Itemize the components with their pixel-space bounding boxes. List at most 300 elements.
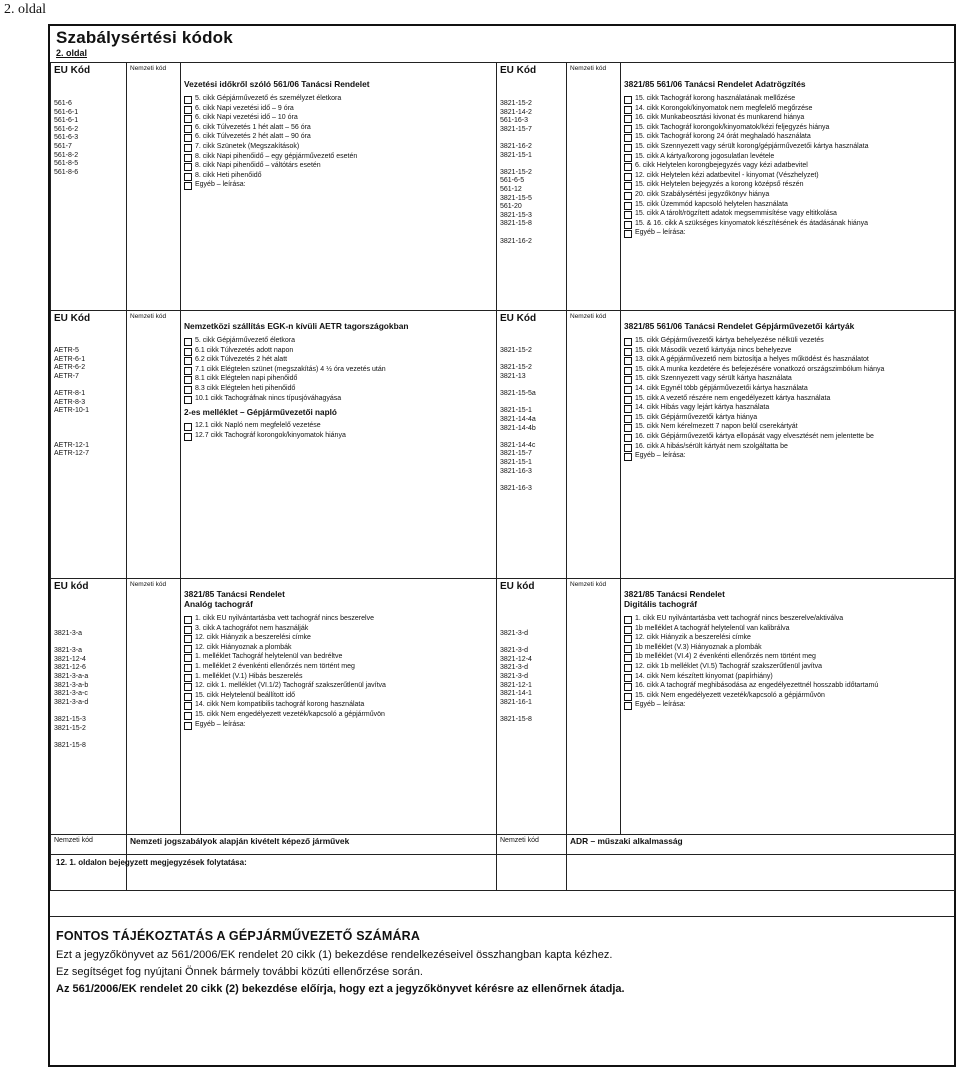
checkbox[interactable]	[624, 154, 632, 162]
checkbox-list	[624, 337, 951, 461]
checkbox[interactable]	[184, 338, 192, 346]
eu-code	[54, 382, 123, 391]
checkbox[interactable]	[184, 125, 192, 133]
violation-label: 15. cikk Szennyezett vagy sérült korong/gépjárművezetői kártya használata	[635, 142, 869, 150]
violation-label: 6. cikk Napi vezetési idő – 10 óra	[195, 114, 298, 122]
eu-code-col: EU Kód 3821-15-2 3821-15-2 3821-13 3821-15-5a 3821-15-1 3821-14-4a 3821-14-4b 3821-14-4c 3821-15-7 3821-15-1 3821-16-3 3821-16-3	[497, 311, 567, 579]
violation-item	[184, 95, 493, 104]
violation-label: 1. cikk EU nyilvántartásba vett tachográf nincs beszerelve/aktiválva	[635, 615, 844, 622]
eu-code: 3821-12-4	[54, 655, 86, 663]
violation-item	[184, 422, 493, 431]
eu-code: 3821-15-5	[500, 194, 532, 202]
checkbox[interactable]	[184, 664, 192, 672]
eu-code: 3821-15-8	[500, 220, 532, 228]
checkbox[interactable]	[624, 415, 632, 423]
violation-item	[184, 721, 493, 730]
violation-item	[184, 114, 493, 123]
violation-item	[624, 229, 951, 238]
violation-item	[624, 682, 951, 691]
checkbox[interactable]	[184, 96, 192, 104]
violation-label: 15. cikk Tachográf korong használatának mellőzése	[635, 95, 796, 102]
violation-label: 7.1 cikk Elégtelen szünet (megszakítás) 4 ½ óra vezetés után	[195, 365, 386, 373]
checkbox[interactable]	[624, 616, 632, 624]
page-label: 2. oldal	[4, 2, 46, 17]
national-code-col: Nemzeti kód	[127, 63, 181, 311]
checkbox[interactable]	[624, 338, 632, 346]
eu-code: 3821-15-5a	[500, 390, 536, 398]
eu-code	[500, 330, 563, 339]
eu-code	[54, 425, 123, 434]
checkbox[interactable]	[184, 433, 192, 441]
violation-item	[624, 133, 951, 142]
checkbox[interactable]	[624, 182, 632, 190]
violation-label: 6. cikk Túlvezetés 1 hét alatt – 56 óra	[195, 123, 311, 131]
checkbox[interactable]	[624, 635, 632, 643]
checkbox[interactable]	[624, 674, 632, 682]
violation-label: 15. cikk Gépjárművezetői kártya behelyezése nélküli vezetés	[635, 337, 824, 344]
violation-item	[624, 615, 951, 624]
violation-label: 15. & 16. cikk A szükséges kinyomatok készítésének és átadásának hiánya	[635, 219, 869, 227]
checkbox-list	[184, 422, 493, 441]
violation-label: 12. cikk Hiányzik a beszerelési címke	[635, 634, 751, 642]
eu-code: 3821-14-4a	[500, 415, 536, 423]
violation-item	[184, 133, 493, 142]
driver-info-box	[50, 916, 954, 1067]
checkbox[interactable]	[184, 376, 192, 384]
eu-code: 3821-15-1	[500, 151, 532, 159]
checkbox[interactable]	[624, 664, 632, 672]
checkbox[interactable]	[624, 221, 632, 229]
violation-label: 8. cikk Napi pihenőidő – egy gépjárművezető esetén	[195, 152, 358, 160]
violation-label: 5. cikk Gépjárművezető életkora	[195, 337, 295, 344]
violation-label: 15. cikk Üzemmód kapcsoló helytelen használata	[635, 200, 788, 208]
eu-code: 561-7	[54, 142, 72, 150]
violation-item	[624, 162, 951, 171]
checkbox[interactable]	[184, 396, 192, 404]
digital-tachograph-items	[621, 579, 955, 835]
eu-code: 3821-12-1	[500, 681, 532, 689]
violation-item	[624, 692, 951, 701]
section-title: 3821/85 561/06 Tanácsi Rendelet Adatrögzítés	[624, 79, 806, 89]
checkbox[interactable]	[184, 115, 192, 123]
checkbox[interactable]	[184, 683, 192, 691]
checkbox[interactable]	[184, 693, 192, 701]
eu-code: AETR-8-3	[54, 398, 86, 406]
form-subtitle: 2. oldal	[56, 48, 88, 58]
eu-code: 3821-15-2	[500, 168, 532, 176]
checkbox[interactable]	[624, 115, 632, 123]
violation-label: 6.2 cikk Túlvezetés 2 hét alatt	[195, 356, 288, 364]
violation-item	[184, 615, 493, 624]
violation-label: 15. cikk A kártya/korong jogosulatlan levétele	[635, 152, 775, 160]
eu-code-col: EU Kód 561-6 561-6-1 561-6-1 561-6-2 561-6-3 561-7 561-8-2 561-8-5 561-8-6	[51, 63, 127, 311]
eu-code: 3821-3-a	[54, 647, 83, 655]
codes-grid	[50, 62, 955, 891]
eu-code: 3821-3-a	[54, 630, 83, 637]
checkbox[interactable]	[624, 106, 632, 114]
checkbox[interactable]	[184, 348, 192, 356]
checkbox[interactable]	[184, 712, 192, 720]
violation-label: 14. cikk Hibás vagy lejárt kártya használata	[635, 404, 770, 412]
violation-item	[184, 385, 493, 394]
violation-item	[184, 124, 493, 133]
violation-item	[184, 625, 493, 634]
violation-label: 6. cikk Helytelen korongbejegyzés vagy kézi adatbevitel	[635, 162, 808, 170]
form-title: Szabálysértési kódok	[56, 28, 233, 47]
violation-item	[624, 210, 951, 219]
eu-code: 3821-12-4	[500, 655, 532, 663]
checkbox[interactable]	[184, 367, 192, 375]
violation-item	[624, 220, 951, 229]
section-title: Vezetési időkről szóló 561/06 Tanácsi Rendelet	[184, 79, 370, 89]
eu-code: 561-8-6	[54, 168, 79, 176]
section-subheading: 2-es melléklet – Gépjárművezetői napló	[184, 407, 337, 417]
violation-item	[184, 337, 493, 346]
violation-item	[184, 162, 493, 171]
violation-label: 1. melléklet 2 évenkénti ellenőrzés nem történt meg	[195, 662, 355, 670]
violation-label: 14. cikk Korongok/kinyomatok nem megfelelő megőrzése	[635, 104, 813, 112]
eu-code: 561-6-5	[500, 177, 525, 185]
eu-code: 3821-15-8	[500, 715, 532, 723]
violation-item	[624, 395, 951, 404]
checkbox[interactable]	[184, 645, 192, 653]
eu-code	[54, 416, 123, 425]
eu-code	[500, 382, 563, 391]
violation-item	[184, 347, 493, 356]
violation-item	[184, 143, 493, 152]
checkbox[interactable]	[184, 654, 192, 662]
checkbox[interactable]	[624, 654, 632, 662]
checkbox[interactable]	[624, 96, 632, 104]
section-title: Nemzetközi szállítás EGK-n kívüli AETR tagországokban	[184, 321, 409, 331]
violation-label: 15. cikk Gépjárművezetői kártya hiánya	[635, 413, 758, 421]
violation-label: 15. cikk Nem engedélyezett vezeték/kapcsoló a gépjárművön	[195, 710, 385, 718]
eu-code: 3821-15-1	[500, 458, 532, 466]
violation-label: 12. cikk 1b melléklet (VI.5) Tachográf szakszerűtlenül javítva	[635, 662, 823, 670]
eu-code: 561-12	[500, 185, 522, 193]
eu-code: 3821-14-4c	[500, 441, 536, 449]
eu-code: AETR-6-2	[54, 364, 86, 372]
checkbox-list	[184, 615, 493, 730]
national-code-col: Nemzeti kód	[567, 579, 621, 835]
eu-code	[500, 160, 563, 169]
violation-item	[624, 181, 951, 190]
remarks-continuation: 12. 1. oldalon bejegyzett megjegyzések folytatása:	[50, 854, 954, 916]
violation-item	[184, 395, 493, 404]
violation-label: Egyéb – leírása:	[195, 720, 246, 728]
violation-codes-form	[48, 24, 956, 1067]
checkbox[interactable]	[184, 674, 192, 682]
eu-code-list	[500, 100, 563, 246]
violation-label: Egyéb – leírása:	[635, 452, 686, 460]
violation-label: 15. cikk Helytelenül beállított idő	[195, 691, 295, 699]
info-line-1: Ezt a jegyzőkönyvet az 561/2006/EK rendelet 20 cikk (1) bekezdése rendelkezéseivel összhangban kapta kézhez.	[56, 949, 613, 961]
checkbox[interactable]	[184, 106, 192, 114]
checkbox[interactable]	[184, 134, 192, 142]
eu-code: AETR-7	[54, 372, 79, 380]
violation-item	[624, 366, 951, 375]
violation-label: 16. cikk A hibás/sérült kártyát nem szolgáltatta be	[635, 442, 788, 450]
checkbox[interactable]	[624, 357, 632, 365]
section-title: 3821/85 Tanácsi Rendelet	[184, 589, 285, 599]
eu-code	[500, 229, 563, 238]
checkbox[interactable]	[184, 635, 192, 643]
violation-label: 1b melléklet (V.3) Hiányoznak a plombák	[635, 643, 762, 651]
eu-code-col: EU kód 3821-3-a 3821-3-a 3821-12-4 3821-12-6 3821-3-a-a 3821-3-a-b 3821-3-a-c 3821-3-a-d 3821-15-3 3821-15-2 3821-15-8	[51, 579, 127, 835]
violation-label: 16. cikk A tachográf meghibásodása az engedélyezettnél hosszabb időtartamú	[635, 682, 879, 690]
driver-card-items	[621, 311, 955, 579]
national-exemptions-title: Nemzeti jogszabályok alapján kivételt képező járművek	[127, 835, 497, 891]
violation-item	[184, 356, 493, 365]
violation-label: 12. cikk 1. melléklet (VI.1/2) Tachográf szakszerűtlenül javítva	[195, 682, 386, 690]
driving-times-items	[181, 63, 497, 311]
violation-item	[184, 644, 493, 653]
checkbox-list	[184, 337, 493, 404]
checkbox[interactable]	[184, 386, 192, 394]
violation-item	[184, 692, 493, 701]
violation-item	[184, 653, 493, 662]
eu-code-list	[54, 100, 123, 177]
checkbox[interactable]	[184, 423, 192, 431]
eu-code: 3821-12-6	[54, 664, 86, 672]
violation-label: 1b melléklet (VI.4) 2 évenkénti ellenőrzés nem történt meg	[635, 653, 816, 661]
violation-item	[184, 634, 493, 643]
checkbox[interactable]	[624, 453, 632, 461]
checkbox[interactable]	[624, 192, 632, 200]
violation-label: 15. cikk Nem engedélyezett vezeték/kapcsoló a gépjárművön	[635, 691, 825, 699]
national-code-col: Nemzeti kód	[127, 311, 181, 579]
violation-label: Egyéb – leírása:	[195, 181, 246, 189]
violation-item	[184, 711, 493, 720]
violation-item	[624, 105, 951, 114]
checkbox[interactable]	[184, 163, 192, 171]
violation-item	[184, 153, 493, 162]
checkbox[interactable]	[624, 405, 632, 413]
violation-item	[184, 663, 493, 672]
violation-label: 5. cikk Gépjárművezető és személyzet életkora	[195, 95, 342, 102]
aetr-items	[181, 311, 497, 579]
eu-code	[54, 339, 123, 348]
violation-label: 15. cikk Helytelen bejegyzés a korong középső részén	[635, 181, 804, 189]
eu-code: 3821-16-1	[500, 698, 532, 706]
checkbox[interactable]	[184, 626, 192, 634]
checkbox[interactable]	[624, 444, 632, 452]
violation-label: 8.1 cikk Elégtelen napi pihenőidő	[195, 375, 298, 383]
checkbox[interactable]	[624, 683, 632, 691]
checkbox[interactable]	[624, 702, 632, 710]
violation-label: 16. cikk Munkabeosztási kivonat és munkarend hiánya	[635, 114, 805, 122]
checkbox[interactable]	[624, 144, 632, 152]
eu-code: 3821-16-2	[500, 237, 532, 245]
violation-item	[184, 682, 493, 691]
eu-code: 3821-15-2	[500, 347, 532, 355]
checkbox[interactable]	[184, 722, 192, 730]
violation-label: 1. melléklet (V.1) Hibás beszerelés	[195, 672, 303, 680]
checkbox-list	[624, 615, 951, 710]
checkbox[interactable]	[624, 386, 632, 394]
eu-code: 3821-3-d	[500, 664, 529, 672]
eu-code-list	[54, 630, 123, 750]
checkbox[interactable]	[184, 702, 192, 710]
eu-code: 3821-3-d	[500, 672, 529, 680]
checkbox[interactable]	[624, 173, 632, 181]
checkbox[interactable]	[624, 434, 632, 442]
national-code-col: Nemzeti kód	[567, 311, 621, 579]
violation-item	[184, 432, 493, 441]
violation-item	[624, 404, 951, 413]
violation-item	[624, 701, 951, 710]
violation-item	[624, 634, 951, 643]
checkbox[interactable]	[184, 154, 192, 162]
violation-label: 14. cikk Egynél több gépjárművezetői kártya használata	[635, 384, 808, 392]
violation-label: 7. cikk Szünetek (Megszakítások)	[195, 142, 300, 150]
eu-code	[500, 476, 563, 485]
section-title: 3821/85 561/06 Tanácsi Rendelet Gépjárművezetői kártyák	[624, 321, 855, 331]
eu-code: 3821-15-1	[500, 407, 532, 415]
eu-code: 3821-16-3	[500, 467, 532, 475]
eu-code: 3821-3-a-a	[54, 672, 89, 680]
violation-label: 20. cikk Szabálysértési jegyzőkönyv hiánya	[635, 190, 770, 198]
violation-label: 6.1 cikk Túlvezetés adott napon	[195, 346, 294, 354]
eu-code: 3821-16-2	[500, 142, 532, 150]
checkbox[interactable]	[624, 230, 632, 238]
violation-label: 8. cikk Heti pihenőidő	[195, 171, 262, 179]
violation-label: 1. melléklet Tachográf helytelenül van bedréltve	[195, 653, 343, 661]
violation-label: 15. cikk Tachográf korongok/kinyomatok/kézi feljegyzés hiánya	[635, 123, 830, 131]
info-line-3: Az 561/2006/EK rendelet 20 cikk (2) bekezdése előírja, hogy ezt a jegyzőkönyvet kérésre az ellenőrnek átadja.	[56, 983, 625, 995]
violation-label: 6. cikk Napi vezetési idő – 9 óra	[195, 104, 294, 112]
violation-item	[624, 153, 951, 162]
violation-item	[624, 347, 951, 356]
eu-code: 3821-3-d	[500, 647, 529, 655]
eu-code	[54, 639, 123, 648]
violation-label: 15. cikk A munka kezdetére és befejezésére vonatkozó országszimbólum hiánya	[635, 365, 885, 373]
checkbox[interactable]	[184, 616, 192, 624]
eu-code: 3821-14-4b	[500, 424, 536, 432]
violation-item	[624, 452, 951, 461]
violation-label: 14. cikk Nem készített kinyomat (papírhiány)	[635, 672, 773, 680]
violation-item	[624, 663, 951, 672]
checkbox[interactable]	[184, 357, 192, 365]
eu-code: 3821-3-a-c	[54, 690, 88, 698]
eu-code: 561-20	[500, 203, 522, 211]
violation-label: 6. cikk Túlvezetés 2 hét alatt – 90 óra	[195, 133, 311, 141]
eu-code: 561-6-2	[54, 125, 79, 133]
checkbox[interactable]	[624, 348, 632, 356]
violation-item	[184, 181, 493, 190]
checkbox[interactable]	[624, 211, 632, 219]
section-tachographs	[51, 579, 955, 835]
eu-code: 3821-15-3	[500, 211, 532, 219]
violation-item	[184, 701, 493, 710]
eu-code: 3821-3-d	[500, 630, 529, 637]
checkbox[interactable]	[184, 144, 192, 152]
violation-label: 3. cikk A tachográfot nem használják	[195, 624, 309, 632]
violation-label: Egyéb – leírása:	[635, 701, 686, 709]
violation-item	[624, 433, 951, 442]
violation-item	[624, 625, 951, 634]
adr-title: ADR – műszaki alkalmasság	[567, 835, 955, 891]
checkbox-list	[184, 95, 493, 190]
violation-item	[624, 95, 951, 104]
eu-code: 3821-13	[500, 372, 526, 380]
eu-code: 3821-15-2	[54, 724, 86, 732]
violation-label: Egyéb – leírása:	[635, 229, 686, 237]
checkbox[interactable]	[624, 163, 632, 171]
violation-item	[624, 644, 951, 653]
violation-label: 15. cikk Tachográf korong 24 órát meghaladó használata	[635, 133, 811, 141]
checkbox[interactable]	[624, 134, 632, 142]
violation-item	[624, 356, 951, 365]
eu-code: 561-6-1	[54, 108, 79, 116]
analog-tachograph-items	[181, 579, 497, 835]
violation-label: 8.3 cikk Elégtelen heti pihenőidő	[195, 384, 296, 392]
checkbox[interactable]	[184, 182, 192, 190]
eu-code: 3821-14-1	[500, 690, 532, 698]
eu-code: AETR-6-1	[54, 355, 86, 363]
violation-item	[184, 366, 493, 375]
eu-code	[54, 330, 123, 339]
eu-code	[54, 733, 123, 742]
checkbox[interactable]	[624, 693, 632, 701]
eu-code: AETR-12-1	[54, 441, 90, 449]
violation-item	[624, 201, 951, 210]
eu-code: 561-6-1	[54, 117, 79, 125]
eu-code	[500, 356, 563, 365]
violation-item	[624, 653, 951, 662]
eu-code-col: EU Kód 3821-15-2 3821-14-2 561-16-3 3821-15-7 3821-16-2 3821-15-1 3821-15-2 561-6-5 561-12 3821-15-5 561-20 3821-15-3 3821-15-8 3821-16-2	[497, 63, 567, 311]
checkbox[interactable]	[184, 173, 192, 181]
violation-item	[184, 673, 493, 682]
eu-code	[500, 707, 563, 716]
eu-code: 3821-3-a-d	[54, 698, 89, 706]
violation-item	[624, 114, 951, 123]
violation-item	[624, 673, 951, 682]
violation-item	[184, 105, 493, 114]
checkbox[interactable]	[624, 626, 632, 634]
national-code-col: Nemzeti kód	[127, 579, 181, 835]
checkbox[interactable]	[624, 376, 632, 384]
section-title: 3821/85 Tanácsi Rendelet	[624, 589, 725, 599]
eu-code: 561-8-2	[54, 151, 79, 159]
checkbox[interactable]	[624, 645, 632, 653]
violation-label: 10.1 cikk Tachográfnak nincs típusjóváhagyása	[195, 394, 342, 402]
violation-item	[184, 375, 493, 384]
eu-code-list	[500, 630, 563, 725]
violation-label: 1. cikk EU nyilvántartásba vett tachográf nincs beszerelve	[195, 615, 374, 622]
violation-item	[624, 124, 951, 133]
violation-item	[624, 385, 951, 394]
violation-item	[624, 191, 951, 200]
violation-item	[624, 423, 951, 432]
checkbox[interactable]	[624, 125, 632, 133]
checkbox[interactable]	[624, 424, 632, 432]
eu-code: AETR-8-1	[54, 390, 86, 398]
eu-code-col: EU Kód AETR-5 AETR-6-1 AETR-6-2 AETR-7 AETR-8-1 AETR-8-3 AETR-10-1 AETR-12-1 AETR-12-7	[51, 311, 127, 579]
eu-code-list	[500, 330, 563, 493]
checkbox[interactable]	[624, 396, 632, 404]
violation-label: 15. cikk Nem kérelmezett 7 napon belül cserekártyát	[635, 423, 798, 431]
violation-label: 12. cikk Hiányoznak a plombák	[195, 643, 292, 651]
violation-label: 16. cikk Gépjárművezetői kártya ellopását vagy elvesztését nem jelentette be	[635, 432, 874, 440]
eu-code: 3821-15-3	[54, 715, 86, 723]
eu-code: 3821-15-8	[54, 741, 86, 749]
eu-code: 3821-15-2	[500, 364, 532, 372]
section-title-2: Analóg tachográf	[184, 599, 253, 609]
eu-code: AETR-12-7	[54, 450, 90, 458]
checkbox[interactable]	[624, 202, 632, 210]
checkbox[interactable]	[624, 367, 632, 375]
